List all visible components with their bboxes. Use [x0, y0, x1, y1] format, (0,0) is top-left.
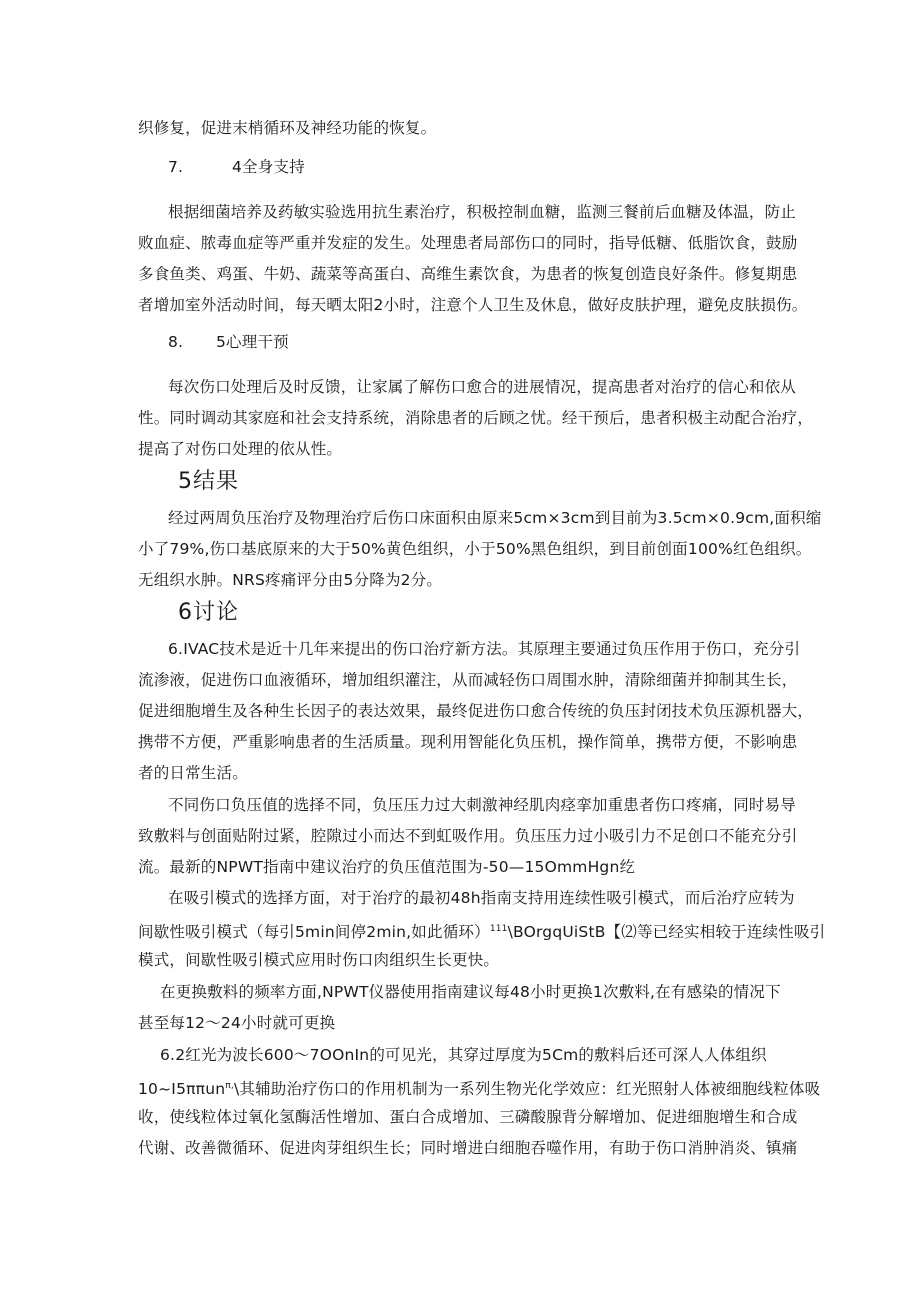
paragraph-text: 10~I5ππun	[138, 1080, 226, 1099]
section-heading-number: 8.	[168, 333, 184, 351]
paragraph-text: 间歇性吸引模式（每引5min间停2min,如此循环）	[138, 923, 490, 942]
citation-superscript: 111	[489, 924, 508, 934]
paragraph-line: 不同伤口负压值的选择不同，负压压力过大刺激神经肌肉痉挛加重患者伤口疼痛，同时易导	[168, 796, 797, 814]
paragraph-line: 性。同时调动其家庭和社会支持系统，消除患者的后顾之忧。经干预后，患者积极主动配合治疗，	[138, 409, 814, 427]
section-heading: 4全身支持	[232, 158, 305, 176]
paragraph-line	[138, 1076, 820, 1099]
paragraph-line: 流渗液，促进伤口血液循环，增加组织灌注，从而减轻伤口周围水肿，清除细菌并抑制其生长，	[138, 671, 798, 689]
paragraph-line: 携带不方便，严重影响患者的生活质量。现利用智能化负压机，操作简单，携带方便，不影响患	[138, 733, 798, 751]
paragraph-line: 败血症、脓毒血症等严重并发症的发生。处理患者局部伤口的同时，指导低糖、低脂饮食，鼓励	[138, 234, 798, 252]
paragraph-line: 致敷料与创面贴附过紧，腔隙过小而达不到虹吸作用。负压压力过小吸引力不足创口不能充分引	[138, 827, 798, 845]
paragraph-line: 甚至每12～24小时就可更换	[138, 1014, 336, 1032]
results-heading: 5结果	[178, 469, 239, 494]
paragraph-line: 促进细胞增生及各种生长因子的表达效果，最终促进伤口愈合传统的负压封闭技术负压源机器大，	[138, 702, 814, 720]
section-heading: 5心理干预	[216, 333, 289, 351]
paragraph-line: 每次伤口处理后及时反馈，让家属了解伤口愈合的进展情况，提高患者对治疗的信心和依从	[168, 378, 797, 396]
paragraph-line: 6.IVAC技术是近十几年来提出的伤口治疗新方法。其原理主要通过负压作用于伤口，充分引	[168, 640, 801, 658]
citation-superscript: π,	[225, 1081, 234, 1091]
paragraph-text: \其辅助治疗伤口的作用机制为一系列生物光化学效应：红光照射人体被细胞线粒体吸	[233, 1080, 821, 1099]
paragraph-line: 者增加室外活动时间，每天晒太阳2小时，注意个人卫生及休息，做好皮肤护理，避免皮肤损伤。	[138, 296, 808, 314]
paragraph-line: 流。最新的NPWT指南中建议治疗的负压值范围为-50—15OmmHgn纥	[138, 858, 636, 876]
paragraph-line: 代谢、改善微循环、促进肉芽组织生长；同时增进白细胞吞噬作用，有助于伤口消肿消炎、镇痛	[138, 1139, 798, 1157]
paragraph-line: 根据细菌培养及药敏实验选用抗生素治疗，积极控制血糖，监测三餐前后血糖及体温，防止	[168, 203, 797, 221]
paragraph-line: 无组织水肿。NRS疼痛评分由5分降为2分。	[138, 571, 443, 589]
paragraph-line	[138, 919, 825, 942]
section-heading-number: 7.	[168, 158, 184, 176]
paragraph-line: 6.2红光为波长600～7OOnIn的可见光，其穿过厚度为5Cm的敷料后还可深人人体组织	[160, 1046, 767, 1064]
paragraph-line: 经过两周负压治疗及物理治疗后伤口床面积由原来5cm×3cm到目前为3.5cm×0.9cm,面积缩	[168, 509, 822, 527]
paragraph-text: \BOrgqUiStB【⑵等已经实相较于连续性吸引	[507, 923, 826, 942]
paragraph-line: 小了79%,伤口基底原来的大于50%黄色组织，小于50%黑色组织，到目前创面100%红色组织。	[138, 540, 812, 558]
paragraph-line: 多食鱼类、鸡蛋、牛奶、蔬菜等高蛋白、高维生素饮食，为患者的恢复创造良好条件。修复期患	[138, 265, 798, 283]
paragraph-line: 织修复，促进末梢循环及神经功能的恢复。	[138, 119, 437, 137]
paragraph-line: 提高了对伤口处理的依从性。	[138, 440, 343, 458]
paragraph-line: 在吸引模式的选择方面，对于治疗的最初48h指南支持用连续性吸引模式，而后治疗应转为	[168, 889, 795, 907]
paragraph-line: 在更换敷料的频率方面,NPWT仪器使用指南建议每48小时更换1次敷料,在有感染的情况下	[160, 983, 781, 1001]
paragraph-line: 收，使线粒体过氧化氢酶活性增加、蛋白合成增加、三磷酸腺背分解增加、促进细胞增生和合成	[138, 1108, 798, 1126]
paragraph-line: 模式，间歇性吸引模式应用时伤口肉组织生长更快。	[138, 951, 500, 969]
paragraph-line: 者的日常生活。	[138, 764, 248, 782]
discussion-heading: 6讨论	[178, 600, 239, 625]
